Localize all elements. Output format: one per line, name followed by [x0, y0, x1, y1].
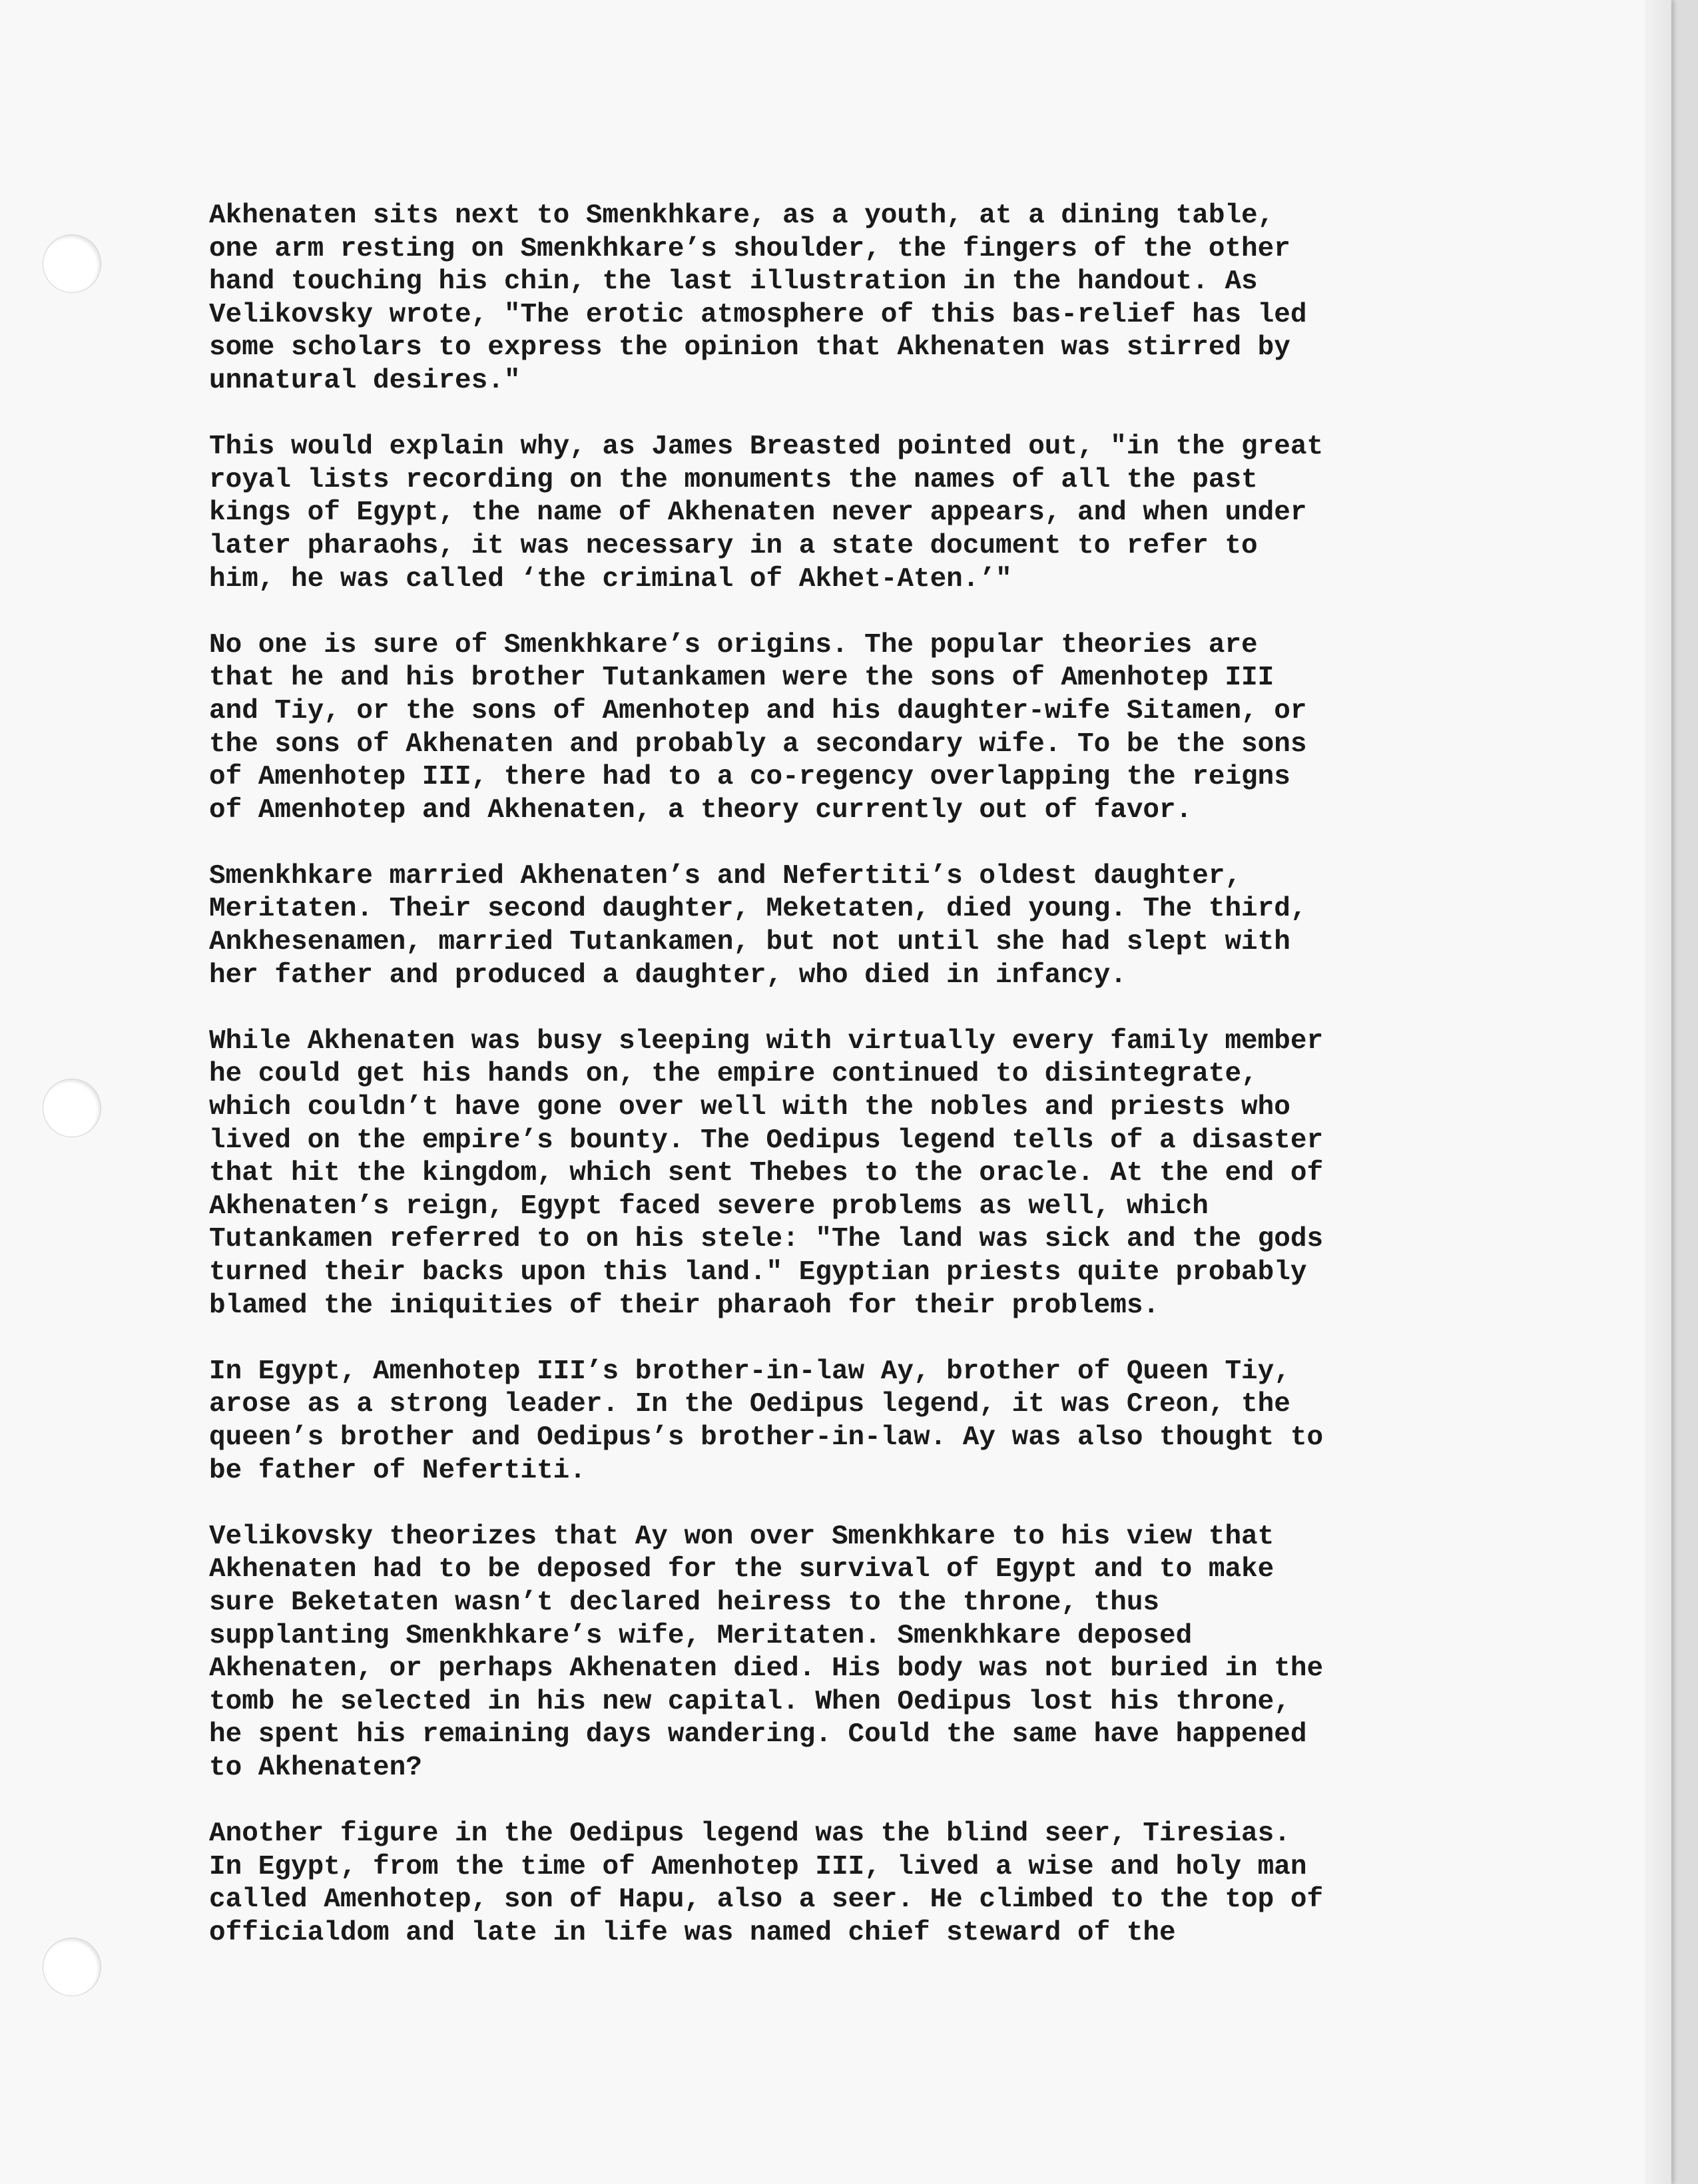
text-line: of Amenhotep III, there had to a co-regency overlapping the reigns	[209, 762, 1290, 793]
text-line: one arm resting on Smenkhkare’s shoulder, the fingers of the other	[209, 233, 1290, 264]
text-line: Another figure in the Oedipus legend was the blind seer, Tiresias.	[209, 1818, 1290, 1850]
text-line: No one is sure of Smenkhkare’s origins. The popular theories are	[209, 629, 1258, 661]
text-line: to Akhenaten?	[209, 1752, 422, 1783]
punch-hole-top	[43, 234, 101, 293]
paragraph	[209, 1025, 1607, 1322]
text-line: Velikovsky wrote, "The erotic atmosphere of this bas-relief has led	[209, 299, 1307, 330]
paragraph	[209, 200, 1607, 398]
text-line: In Egypt, Amenhotep III’s brother-in-law Ay, brother of Queen Tiy,	[209, 1356, 1290, 1387]
text-line: he spent his remaining days wandering. Could the same have happened	[209, 1719, 1307, 1751]
paragraph	[209, 860, 1607, 992]
text-line: While Akhenaten was busy sleeping with virtually every family member	[209, 1025, 1324, 1057]
text-line: unnatural desires."	[209, 365, 521, 396]
text-line: hand touching his chin, the last illustration in the handout. As	[209, 266, 1258, 298]
paragraph	[209, 431, 1607, 596]
text-line: of Amenhotep and Akhenaten, a theory currently out of favor.	[209, 794, 1193, 826]
text-line: sure Beketaten wasn’t declared heiress to the throne, thus	[209, 1587, 1160, 1618]
text-line: In Egypt, from the time of Amenhotep III, lived a wise and holy man	[209, 1851, 1307, 1882]
paragraph	[209, 629, 1607, 828]
text-line: some scholars to express the opinion that Akhenaten was stirred by	[209, 332, 1290, 364]
text-line: and Tiy, or the sons of Amenhotep and his daughter-wife Sitamen, or	[209, 695, 1307, 726]
punch-hole-middle	[43, 1079, 101, 1137]
text-line: be father of Nefertiti.	[209, 1455, 586, 1486]
text-line: queen’s brother and Oedipus’s brother-in-law. Ay was also thought to	[209, 1422, 1324, 1453]
paragraph	[209, 1521, 1607, 1785]
text-line: blamed the iniquities of their pharaoh for their problems.	[209, 1290, 1160, 1321]
text-line: tomb he selected in his new capital. When Oedipus lost his throne,	[209, 1686, 1290, 1717]
text-line: royal lists recording on the monuments the names of all the past	[209, 464, 1258, 495]
paragraph	[209, 1356, 1607, 1488]
text-line: Akhenaten’s reign, Egypt faced severe problems as well, which	[209, 1191, 1209, 1222]
paragraph	[209, 1818, 1607, 1950]
text-line: supplanting Smenkhkare’s wife, Meritaten. Smenkhkare deposed	[209, 1620, 1193, 1651]
text-line: This would explain why, as James Breasted pointed out, "in the great	[209, 431, 1324, 463]
text-line: later pharaohs, it was necessary in a state document to refer to	[209, 530, 1258, 561]
text-body	[209, 200, 1607, 1983]
text-line: that hit the kingdom, which sent Thebes to the oracle. At the end of	[209, 1158, 1324, 1189]
text-line: lived on the empire’s bounty. The Oedipus legend tells of a disaster	[209, 1125, 1324, 1156]
text-line: her father and produced a daughter, who died in infancy.	[209, 959, 1127, 991]
text-line: Akhenaten, or perhaps Akhenaten died. His body was not buried in the	[209, 1653, 1324, 1685]
text-line: Akhenaten had to be deposed for the survival of Egypt and to make	[209, 1554, 1274, 1585]
punch-hole-bottom	[43, 1938, 101, 1996]
text-line: Smenkhkare married Akhenaten’s and Nefertiti’s oldest daughter,	[209, 860, 1242, 892]
text-line: kings of Egypt, the name of Akhenaten never appears, and when under	[209, 497, 1307, 529]
text-line: Meritaten. Their second daughter, Meketaten, died young. The third,	[209, 894, 1307, 925]
text-line: which couldn’t have gone over well with the nobles and priests who	[209, 1092, 1290, 1123]
text-line: arose as a strong leader. In the Oedipus legend, it was Creon, the	[209, 1389, 1290, 1420]
text-line: officialdom and late in life was named chief steward of the	[209, 1917, 1176, 1948]
text-line: turned their backs upon this land." Egyptian priests quite probably	[209, 1257, 1307, 1288]
text-line: Tutankamen referred to on his stele: "The land was sick and the gods	[209, 1224, 1324, 1255]
page-edge	[1645, 0, 1671, 2184]
text-line: Ankhesenamen, married Tutankamen, but not until she had slept with	[209, 927, 1290, 958]
text-line: Velikovsky theorizes that Ay won over Smenkhkare to his view that	[209, 1521, 1274, 1552]
text-line: that he and his brother Tutankamen were the sons of Amenhotep III	[209, 663, 1274, 694]
text-line: Akhenaten sits next to Smenkhkare, as a youth, at a dining table,	[209, 200, 1274, 231]
text-line: the sons of Akhenaten and probably a secondary wife. To be the sons	[209, 728, 1307, 760]
text-line: he could get his hands on, the empire continued to disintegrate,	[209, 1059, 1258, 1090]
text-line: called Amenhotep, son of Hapu, also a seer. He climbed to the top of	[209, 1884, 1324, 1916]
text-line: him, he was called ‘the criminal of Akhet-Aten.’"	[209, 563, 1012, 595]
